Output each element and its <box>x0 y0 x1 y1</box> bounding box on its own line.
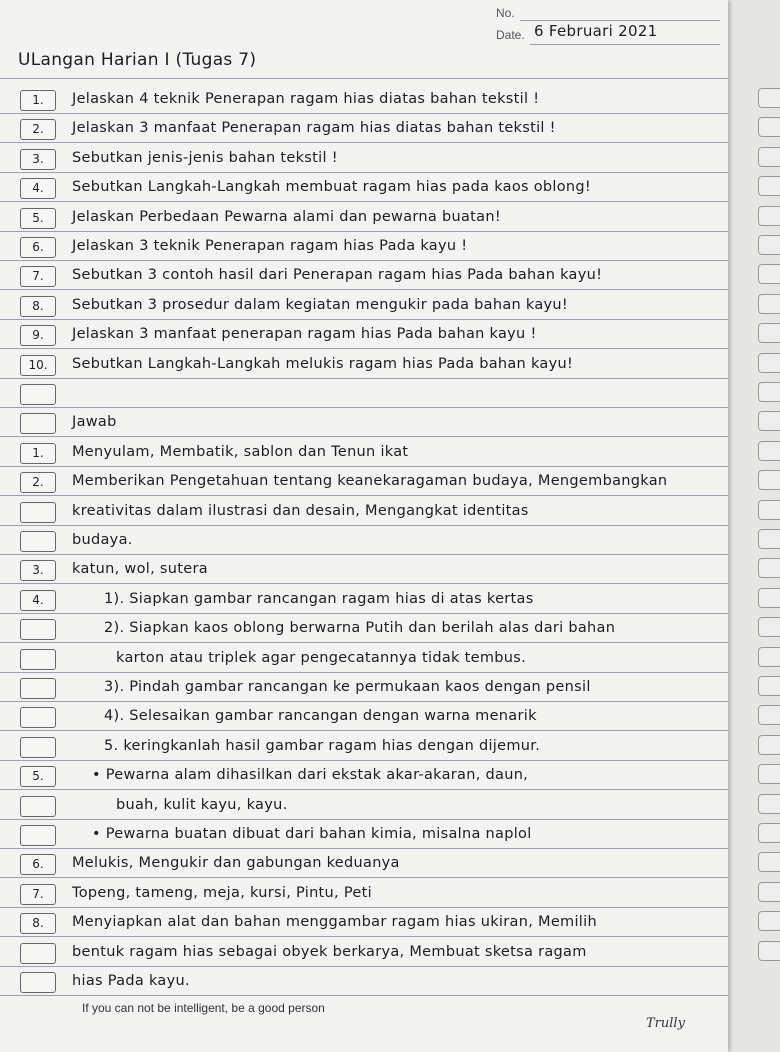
line-text: Menyiapkan alat dan bahan menggambar ragam hias ukiran, Memilih <box>72 914 597 931</box>
no-label: No. <box>496 6 515 20</box>
adjacent-page-box <box>758 235 780 255</box>
number-box: 5. <box>20 208 56 229</box>
footer-motto: If you can not be intelligent, be a good person <box>82 1001 325 1015</box>
list-item <box>0 319 728 349</box>
number-box <box>20 678 56 699</box>
page-title: ULangan Harian I (Tugas 7) <box>18 50 257 70</box>
adjacent-page-box <box>758 382 780 402</box>
list-item <box>0 613 728 643</box>
line-text: budaya. <box>72 532 133 548</box>
line-text: hias Pada kayu. <box>72 973 190 989</box>
adjacent-page-box <box>758 588 780 608</box>
line-text: Sebutkan Langkah-Langkah melukis ragam hias Pada bahan kayu! <box>72 355 574 372</box>
line-text: bentuk ragam hias sebagai obyek berkarya, Membuat sketsa ragam <box>72 943 587 960</box>
number-box <box>20 531 56 552</box>
adjacent-page-box <box>758 764 780 784</box>
line-text: Melukis, Mengukir dan gabungan keduanya <box>72 855 400 872</box>
number-box: 7. <box>20 884 56 905</box>
list-item <box>0 819 728 849</box>
date-line <box>530 44 720 45</box>
list-item <box>0 643 728 673</box>
number-box: 8. <box>20 913 56 934</box>
list-item <box>0 937 728 967</box>
number-box: 1. <box>20 90 56 111</box>
number-box: 4. <box>20 590 56 611</box>
list-item <box>0 290 728 320</box>
list-item <box>0 378 728 408</box>
list-item <box>0 349 728 379</box>
adjacent-page-box <box>758 529 780 549</box>
line-text: 5. keringkanlah hasil gambar ragam hias dengan dijemur. <box>104 737 541 754</box>
line-text: Jawab <box>72 414 117 431</box>
adjacent-page-box <box>758 323 780 343</box>
number-box: 9. <box>20 325 56 346</box>
line-text: Jelaskan 3 manfaat penerapan ragam hias Pada bahan kayu ! <box>72 326 537 343</box>
number-box <box>20 413 56 434</box>
adjacent-page-box <box>758 147 780 167</box>
list-item <box>0 672 728 702</box>
number-box <box>20 619 56 640</box>
line-text: Sebutkan jenis-jenis bahan tekstil ! <box>72 149 338 166</box>
number-box: 4. <box>20 178 56 199</box>
list-item <box>0 143 728 173</box>
adjacent-page-box <box>758 823 780 843</box>
line-text: buah, kulit kayu, kayu. <box>116 796 288 813</box>
list-item <box>0 584 728 614</box>
adjacent-page-box <box>758 705 780 725</box>
list-item <box>0 202 728 232</box>
list-item <box>0 466 728 496</box>
list-item <box>0 172 728 202</box>
list-item <box>0 231 728 261</box>
adjacent-page-box <box>758 617 780 637</box>
number-box: 7. <box>20 266 56 287</box>
adjacent-page-edge <box>728 0 780 1052</box>
adjacent-page-box <box>758 500 780 520</box>
list-item <box>0 878 728 908</box>
number-box <box>20 796 56 817</box>
line-text: kreativitas dalam ilustrasi dan desain, Mengangkat identitas <box>72 502 529 519</box>
adjacent-page-box <box>758 353 780 373</box>
list-item <box>0 701 728 731</box>
line-text: Jelaskan 3 teknik Penerapan ragam hias Pada kayu ! <box>72 238 468 254</box>
ruled-line <box>0 995 728 996</box>
brand-mark: Trully <box>646 1016 685 1031</box>
list-item <box>0 407 728 437</box>
number-box: 2. <box>20 472 56 493</box>
adjacent-page-box <box>758 882 780 902</box>
line-text: Jelaskan Perbedaan Pewarna alami dan pewarna buatan! <box>72 208 501 225</box>
adjacent-page-box <box>758 294 780 314</box>
no-line <box>520 20 720 21</box>
line-text: Topeng, tameng, meja, kursi, Pintu, Peti <box>72 884 372 901</box>
line-text: Sebutkan 3 contoh hasil dari Penerapan ragam hias Pada bahan kayu! <box>72 267 603 284</box>
number-box <box>20 825 56 846</box>
adjacent-page-box <box>758 647 780 667</box>
number-box <box>20 707 56 728</box>
line-text: • Pewarna buatan dibuat dari bahan kimia, misalna naplol <box>92 826 532 842</box>
adjacent-page-box <box>758 117 780 137</box>
number-box: 3. <box>20 149 56 170</box>
list-item <box>0 790 728 820</box>
list-item <box>0 496 728 526</box>
title-line <box>0 78 728 79</box>
adjacent-page-box <box>758 264 780 284</box>
adjacent-page-box <box>758 676 780 696</box>
adjacent-page-box <box>758 735 780 755</box>
adjacent-page-box <box>758 441 780 461</box>
list-item <box>0 731 728 761</box>
number-box <box>20 737 56 758</box>
adjacent-page-box <box>758 911 780 931</box>
line-text: Sebutkan Langkah-Langkah membuat ragam hias pada kaos oblong! <box>72 179 592 196</box>
line-text: Memberikan Pengetahuan tentang keanekaragaman budaya, Mengembangkan <box>72 473 668 490</box>
list-item <box>0 966 728 996</box>
number-box: 1. <box>20 443 56 464</box>
adjacent-page-box <box>758 470 780 490</box>
list-item <box>0 84 728 114</box>
date-value: 6 Februari 2021 <box>534 22 658 40</box>
adjacent-page-box <box>758 206 780 226</box>
list-item <box>0 437 728 467</box>
line-text: 2). Siapkan kaos oblong berwarna Putih dan berilah alas dari bahan <box>104 620 616 637</box>
line-text: Jelaskan 4 teknik Penerapan ragam hias diatas bahan tekstil ! <box>72 91 540 107</box>
number-box: 10. <box>20 355 56 376</box>
list-item <box>0 554 728 584</box>
number-box <box>20 649 56 670</box>
adjacent-page-box <box>758 852 780 872</box>
list-item <box>0 260 728 290</box>
line-text: 1). Siapkan gambar rancangan ragam hias di atas kertas <box>104 590 534 607</box>
number-box: 3. <box>20 560 56 581</box>
number-box: 6. <box>20 854 56 875</box>
adjacent-page-box <box>758 176 780 196</box>
number-box: 5. <box>20 766 56 787</box>
line-text: 4). Selesaikan gambar rancangan dengan warna menarik <box>104 708 537 725</box>
list-item <box>0 760 728 790</box>
number-box <box>20 502 56 523</box>
number-box: 2. <box>20 119 56 140</box>
adjacent-page-box <box>758 88 780 108</box>
number-box <box>20 943 56 964</box>
number-box: 6. <box>20 237 56 258</box>
adjacent-page-box <box>758 411 780 431</box>
adjacent-page-box <box>758 558 780 578</box>
line-text: katun, wol, sutera <box>72 561 208 578</box>
line-text: Jelaskan 3 manfaat Penerapan ragam hias diatas bahan tekstil ! <box>72 120 556 137</box>
line-text: 3). Pindah gambar rancangan ke permukaan kaos dengan pensil <box>104 679 591 695</box>
line-text: karton atau triplek agar pengecatannya tidak tembus. <box>116 649 527 666</box>
line-text: • Pewarna alam dihasilkan dari ekstak akar-akaran, daun, <box>92 767 529 784</box>
list-item <box>0 113 728 143</box>
list-item <box>0 907 728 937</box>
adjacent-page-box <box>758 794 780 814</box>
number-box <box>20 972 56 993</box>
list-item <box>0 525 728 555</box>
number-box <box>20 384 56 405</box>
number-box: 8. <box>20 296 56 317</box>
list-item <box>0 848 728 878</box>
line-text: Menyulam, Membatik, sablon dan Tenun ikat <box>72 443 409 460</box>
line-text: Sebutkan 3 prosedur dalam kegiatan mengukir pada bahan kayu! <box>72 296 569 313</box>
adjacent-page-box <box>758 941 780 961</box>
date-label: Date. <box>496 28 525 42</box>
